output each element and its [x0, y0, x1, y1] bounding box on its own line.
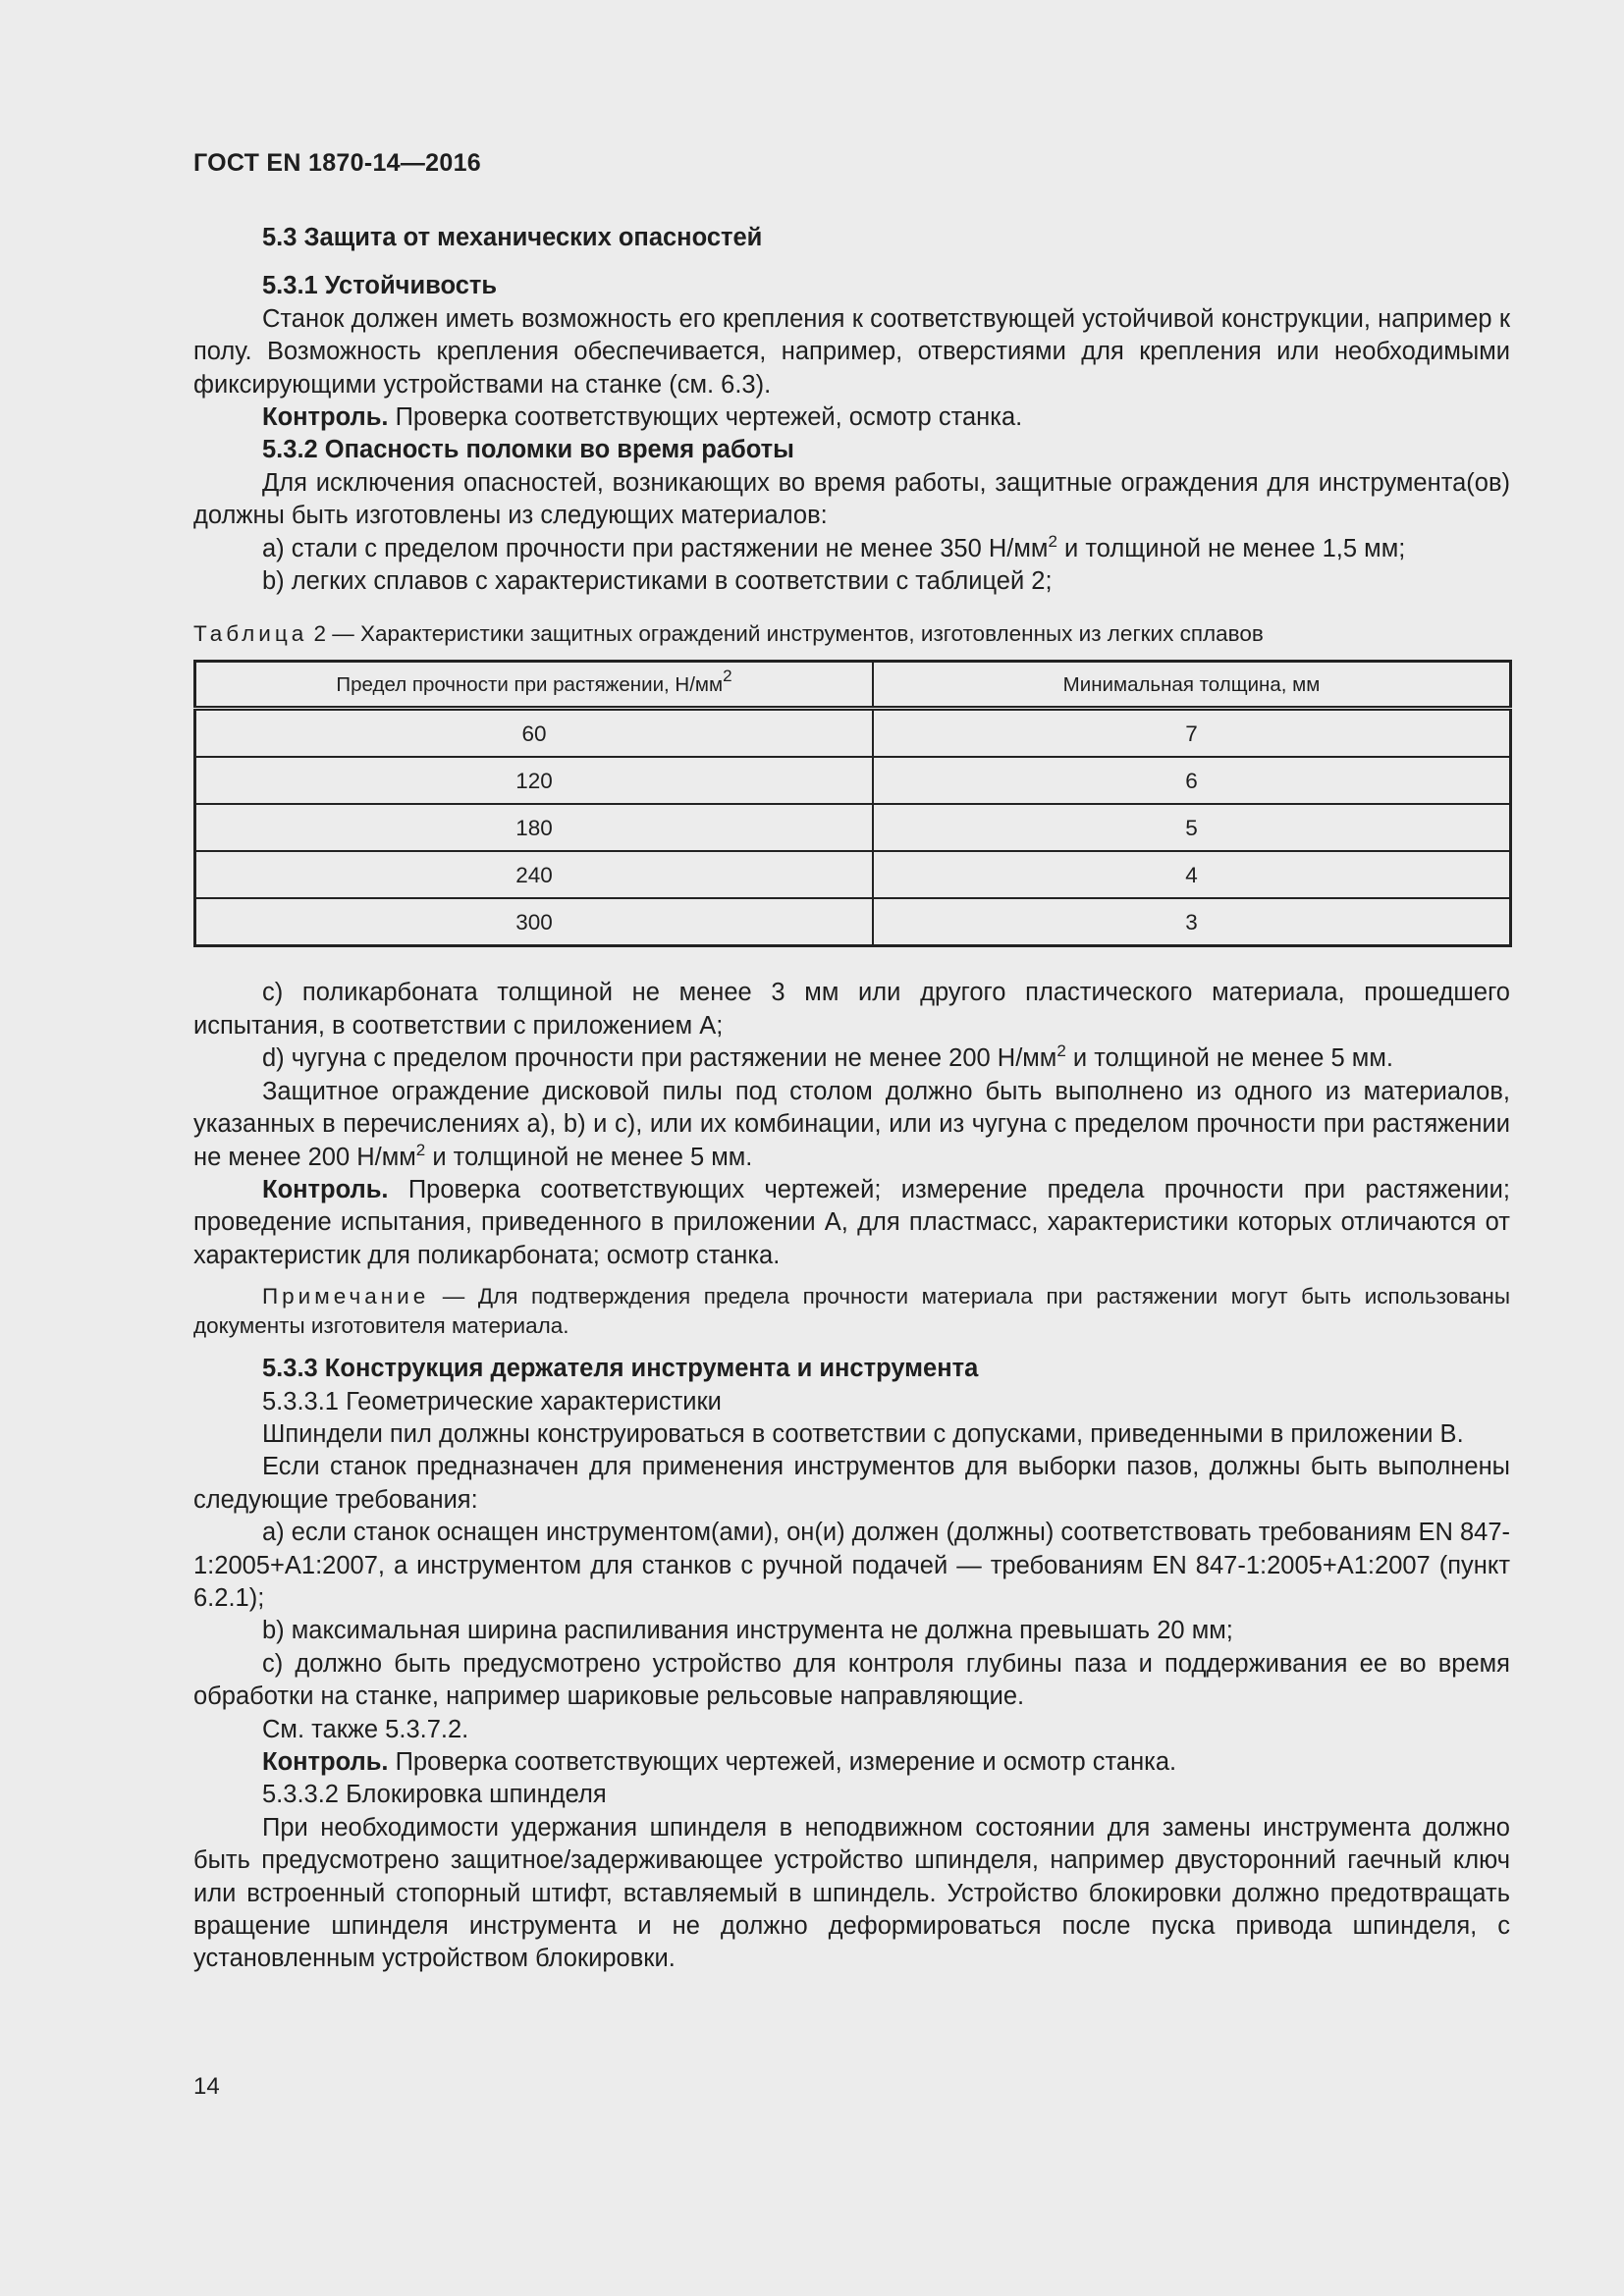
list-item-b-width: b) максимальная ширина распиливания инструмента не должна превышать 20 мм; [262, 1617, 1233, 1645]
page-number: 14 [193, 2073, 220, 2100]
paragraph-spindle-lock: При необходимости удержания шпинделя в неподвижном состоянии для замены инструмента должно быть предусмотрено защитное/задерживающее устройство шпинделя, например двусторонний гаечный ключ или встроенный стопорный штифт, вставляемый в шпиндель. Устройство блокировки должно предотвращать вращение шпинделя инструмента и не должно деформироваться после пуска привода шпинделя, с установленным устройством блокировки. [193, 1813, 1510, 1973]
section-heading-5-3-2: 5.3.2 Опасность поломки во время работы [262, 436, 794, 464]
paragraph-grooving: Если станок предназначен для применения инструментов для выборки пазов, должны быть выполнены следующие требования: [193, 1453, 1510, 1514]
table-caption: Таблица 2 — Характеристики защитных ограждений инструментов, изготовленных из легких сплавов [193, 621, 1264, 647]
table-row: 60 7 [195, 709, 1511, 758]
list-item-a-steel: a) стали с пределом прочности при растяжении не менее 350 $Н/мм^2$ и толщиной не менее 1,5 мм; [262, 531, 1406, 562]
section-heading-5-3-3-1: 5.3.3.1 Геометрические характеристики [262, 1387, 722, 1415]
section-heading-5-3: 5.3 Защита от механических опасностей [262, 224, 763, 251]
list-item-a-tools: a) если станок оснащен инструментом(ами), он(и) должен (должны) соответствовать требованиям EN 847-1:2005+A1:2007, а инструментом для станков с ручной подачей — требованиям EN 847-1:2005+A1:2007 (пункт 6.2.1); [193, 1519, 1510, 1612]
list-item-c-polycarbonate: c) поликарбоната толщиной не менее 3 мм или другого пластического материала, прошедшего испытания, в соответствии с приложением А; [193, 979, 1510, 1040]
table-2 [193, 660, 1512, 947]
note: Примечание — Для подтверждения предела прочности материала при растяжении могут быть использованы документы изготовителя материала. [193, 1284, 1510, 1339]
see-also: См. также 5.3.7.2. [262, 1715, 469, 1743]
list-item-b-alloys: b) легких сплавов с характеристиками в соответствии с таблицей 2; [262, 567, 1053, 596]
table-header-row [195, 662, 1511, 709]
table-header-thickness: Минимальная толщина, мм [873, 662, 1511, 709]
paragraph-stability: Станок должен иметь возможность его крепления к соответствующей устойчивой конструкции, например к полу. Возможность крепления обеспечивается, например, отверстиями для крепления или необходимыми фиксирующими устройствами на станке (см. 6.3). [193, 304, 1510, 399]
paragraph-spindles: Шпиндели пил должны конструироваться в соответствии с допусками, приведенными в приложении В. [262, 1419, 1464, 1448]
document-header: ГОСТ EN 1870-14—2016 [193, 149, 481, 177]
section-heading-5-3-3-2: 5.3.3.2 Блокировка шпинделя [262, 1781, 607, 1809]
control-paragraph-3: Контроль. Проверка соответствующих чертежей, измерение и осмотр станка. [262, 1748, 1177, 1776]
section-heading-5-3-1: 5.3.1 Устойчивость [262, 272, 498, 300]
table-row: 180 5 [195, 804, 1511, 851]
control-paragraph-2: Контроль. Проверка соответствующих чертежей; измерение предела прочности при растяжении; проведение испытания, приведенного в приложении А, для пластмасс, характеристики которых отличаются от характеристик для поликарбоната; осмотр станка. [193, 1175, 1510, 1269]
control-paragraph-1: Контроль. Проверка соответствующих чертежей, осмотр станка. [262, 403, 1023, 432]
table-row: 240 4 [195, 851, 1511, 898]
paragraph-saw-guard: Защитное ограждение дисковой пилы под столом должно быть выполнено из одного из материалов, указанных в перечислениях a), b) и c), или их комбинации, или из чугуна с пределом прочности при растяжении не менее 200 $Н/мм^2$ и толщиной не менее 5 мм. [193, 1077, 1510, 1171]
list-item-d-cast-iron: d) чугуна с пределом прочности при растяжении не менее 200 $Н/мм^2$ и толщиной не менее 5 мм. [262, 1041, 1393, 1073]
list-item-c-depth: c) должно быть предусмотрено устройство для контроля глубины паза и поддерживания ее во время обработки на станке, например шариковые рельсовые направляющие. [193, 1649, 1510, 1711]
table-row: 300 3 [195, 898, 1511, 946]
table-header-strength: Предел прочности при растяжении, $Н/мм^2$ [195, 662, 874, 709]
paragraph-materials-intro: Для исключения опасностей, возникающих во время работы, защитные ограждения для инструмента(ов) должны быть изготовлены из следующих материалов: [193, 468, 1510, 530]
section-heading-5-3-3: 5.3.3 Конструкция держателя инструмента и инструмента [262, 1355, 979, 1383]
table-row: 120 6 [195, 757, 1511, 804]
document-body [193, 222, 1510, 1976]
control-label: Контроль. [262, 403, 389, 432]
